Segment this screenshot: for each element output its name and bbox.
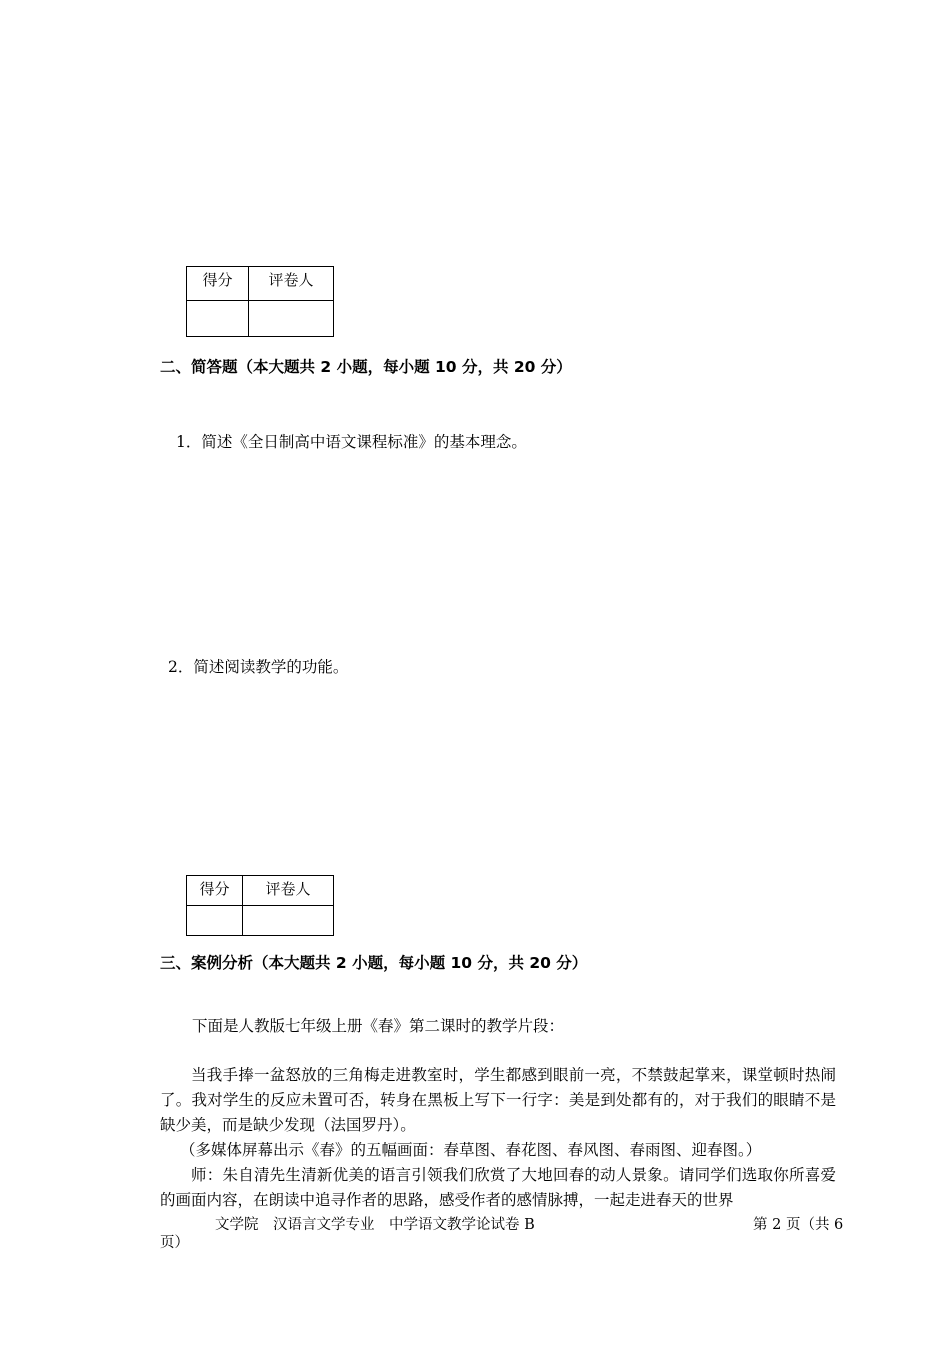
section-2-title: 二、简答题（本大题共 2 小题，每小题 10 分，共 20 分） [160,358,572,376]
grader-label: 评卷人 [243,876,334,906]
footer-left: 文学院 汉语言文学专业 中学语文教学论试卷 B [215,1217,535,1233]
score-cell[interactable] [187,301,249,337]
case-paragraph-1: 当我手捧一盆怒放的三角梅走进教室时，学生都感到眼前一亮，不禁鼓起掌来，课堂顿时热闹了。我对学生的反应未置可否，转身在黑板上写下一行字：美是到处都有的，对于我们的眼睛不是缺少美，而是缺少发现（法国罗丹）。 [160,1066,836,1134]
score-table-2 [186,875,334,936]
case-intro: 下面是人教版七年级上册《春》第二课时的教学片段： [192,1017,565,1035]
score-cell[interactable] [187,906,243,936]
grader-cell[interactable] [249,301,334,337]
score-label: 得分 [187,876,243,906]
case-paragraph-2: （多媒体屏幕出示《春》的五幅画面：春草图、春花图、春风图、春雨图、迎春图。） [180,1141,762,1159]
case-passage [160,1063,836,1213]
case-paragraph-3: 师：朱自清先生清新优美的语言引领我们欣赏了大地回春的动人景象。请同学们选取你所喜爱的画面内容，在朗读中追寻作者的思路，感受作者的感情脉搏，一起走进春天的世界 [160,1166,836,1209]
footer-page-wrap: 页） [160,1235,189,1251]
grader-label: 评卷人 [249,267,334,301]
grader-cell[interactable] [243,906,334,936]
score-table-1 [186,266,334,337]
section-3-title: 三、案例分析（本大题共 2 小题，每小题 10 分，共 20 分） [160,954,588,972]
question-2: 2．简述阅读教学的功能。 [168,658,349,676]
score-label: 得分 [187,267,249,301]
footer-page-number: 第 2 页（共 6 [753,1217,844,1233]
question-1: 1．简述《全日制高中语文课程标准》的基本理念。 [176,433,527,451]
